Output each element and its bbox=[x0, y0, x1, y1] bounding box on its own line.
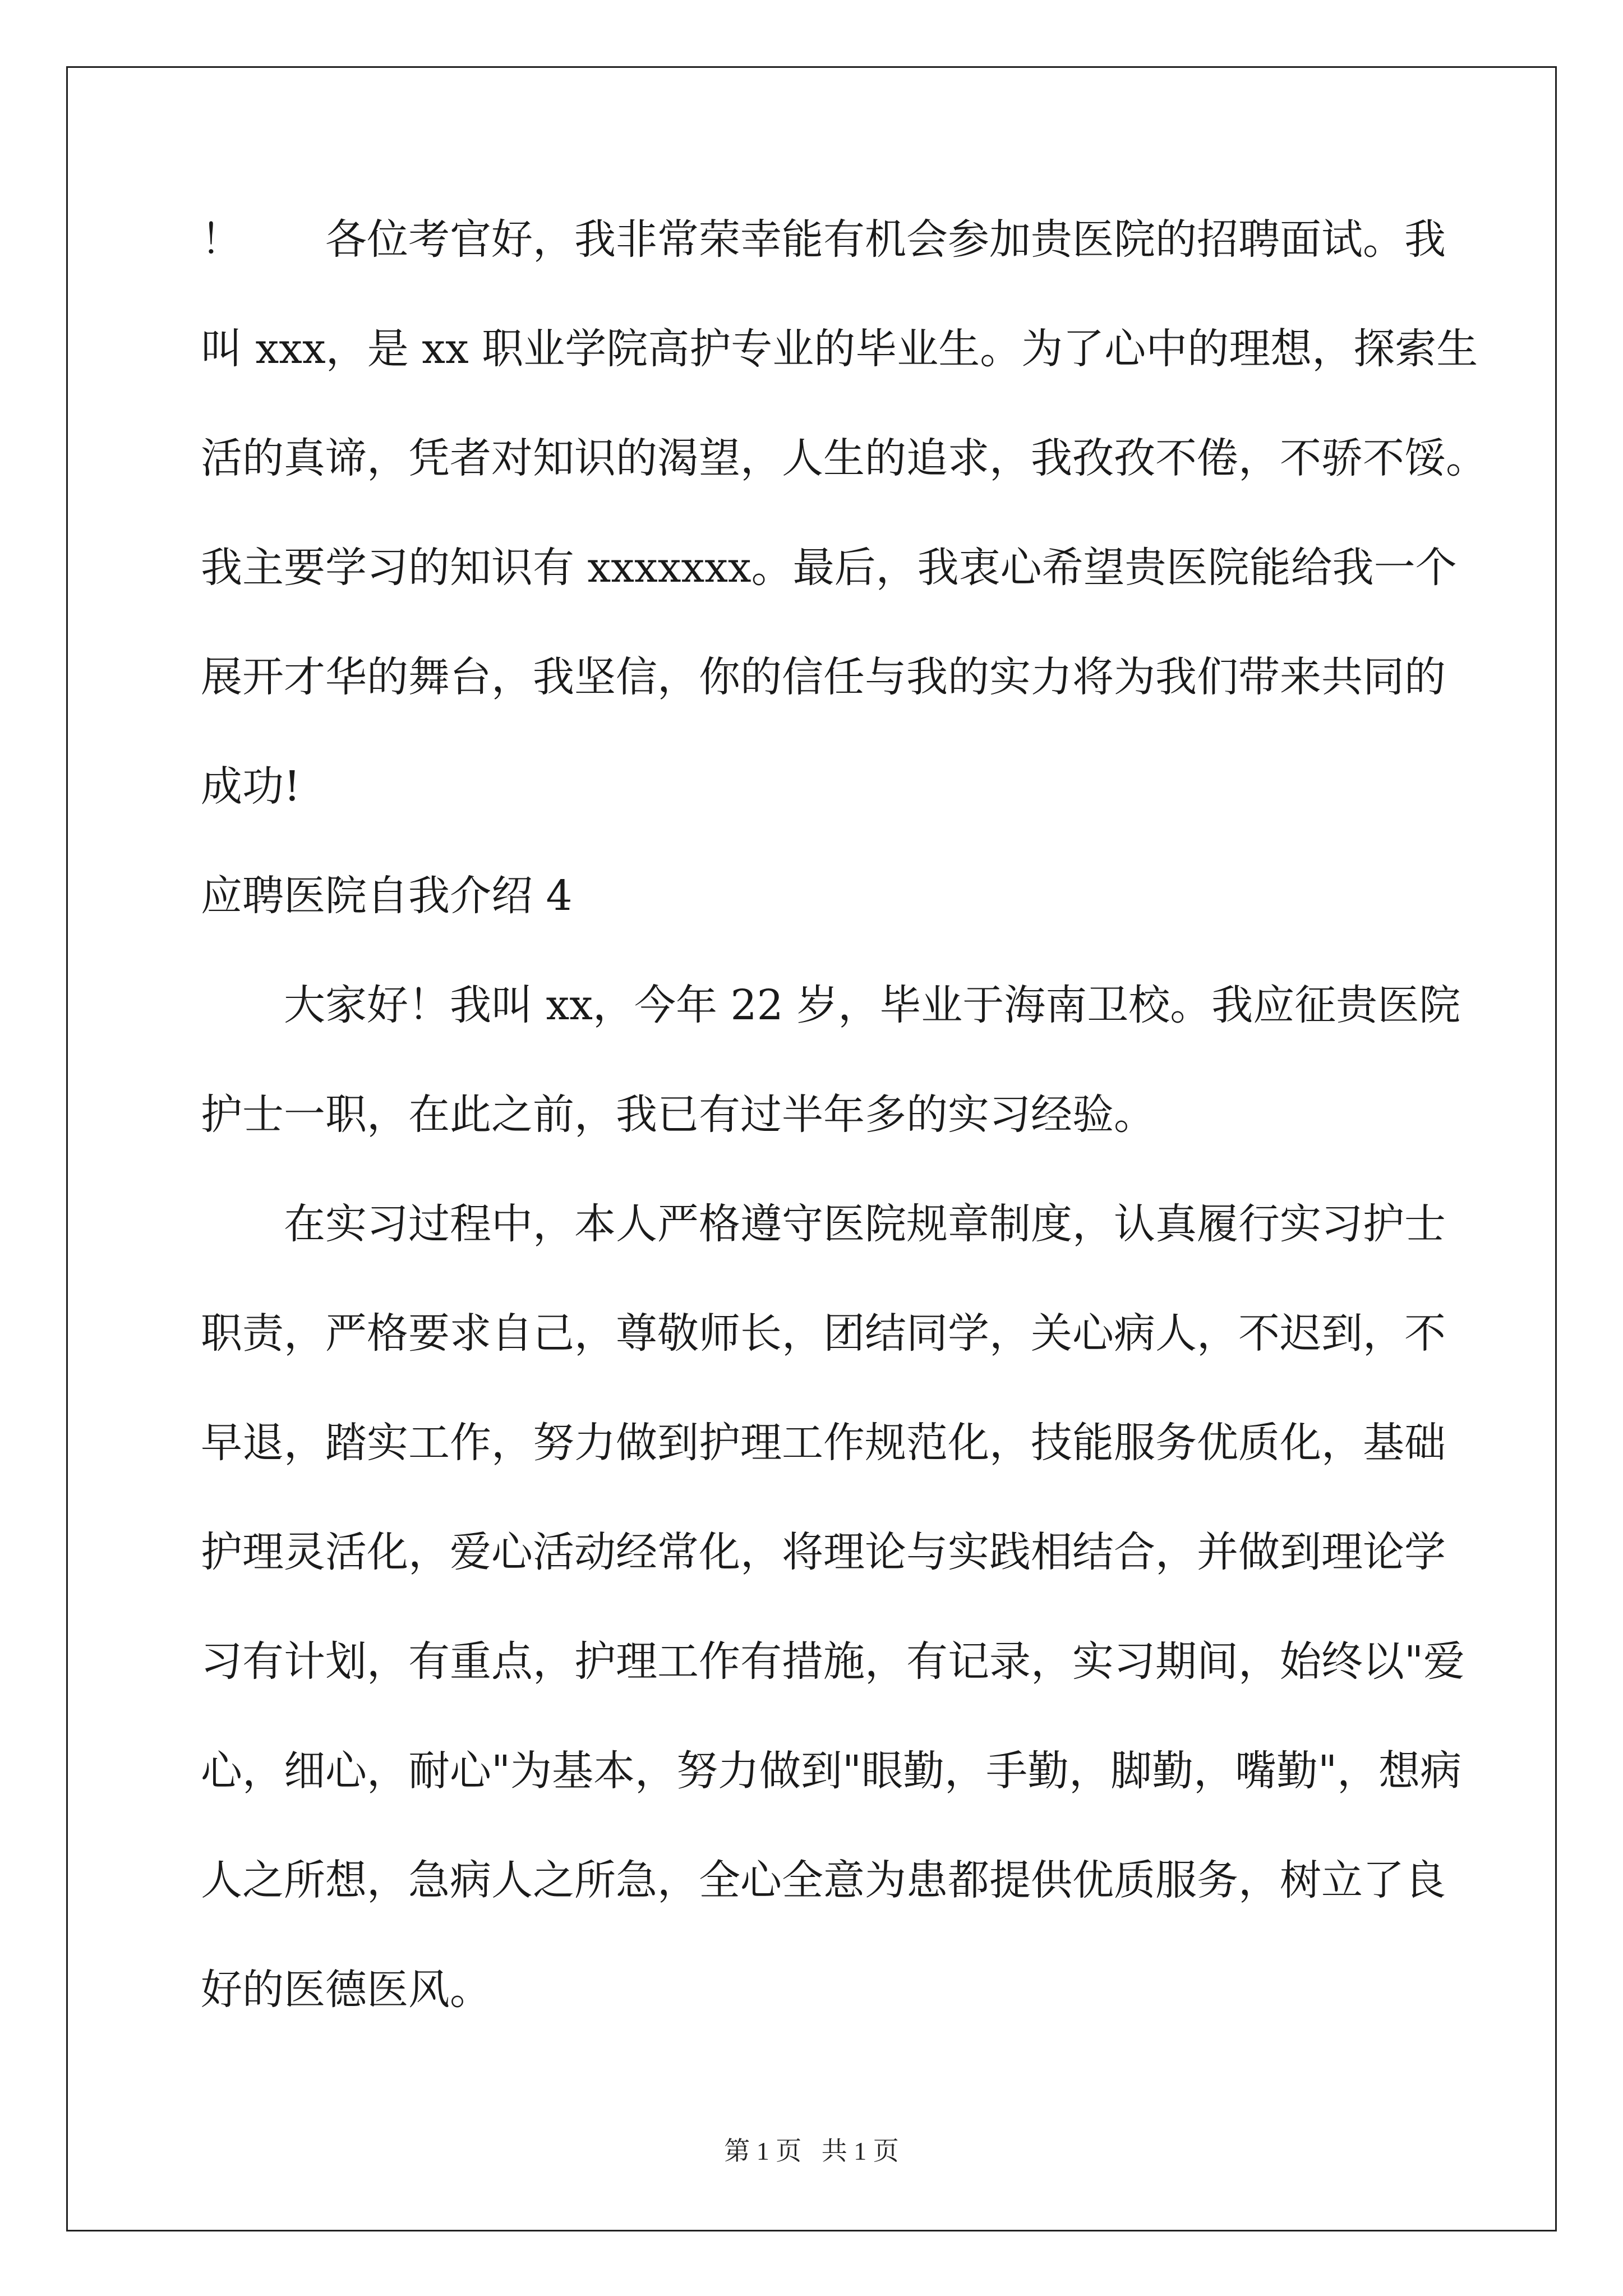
text-line: 早退，踏实工作，努力做到护理工作规范化，技能服务优质化，基础 bbox=[201, 1419, 1446, 1467]
text-line: 心，细心，耐心"为基本，努力做到"眼勤，手勤，脚勤，嘴勤"，想病 bbox=[201, 1747, 1462, 1795]
text-line: 活的真谛，凭者对知识的渴望，人生的追求，我孜孜不倦，不骄不馁。 bbox=[201, 434, 1487, 482]
text-line: 职责，严格要求自己，尊敬师长，团结同学，关心病人，不迟到，不 bbox=[201, 1309, 1446, 1358]
text-line: 在实习过程中，本人严格遵守医院规章制度，认真履行实习护士 bbox=[284, 1200, 1446, 1248]
text-line: 护理灵活化，爱心活动经常化，将理论与实践相结合，并做到理论学 bbox=[201, 1528, 1446, 1576]
text-line: ！ 各位考官好，我非常荣幸能有机会参加贵医院的招聘面试。我 bbox=[201, 215, 1446, 264]
text-line: 叫 xxx，是 xx 职业学院高护专业的毕业生。为了心中的理想，探索生 bbox=[201, 325, 1478, 373]
text-line: 人之所想，急病人之所急，全心全意为患都提供优质服务，树立了良 bbox=[201, 1856, 1446, 1904]
text-line: 成功! bbox=[201, 762, 301, 811]
section-heading: 应聘医院自我介绍 4 bbox=[201, 872, 573, 920]
text-line: 大家好！我叫 xx，今年 22 岁，毕业于海南卫校。我应征贵医院 bbox=[284, 981, 1461, 1029]
text-line: 好的医德医风。 bbox=[201, 1966, 491, 2014]
text-line: 护士一职，在此之前，我已有过半年多的实习经验。 bbox=[201, 1091, 1155, 1139]
text-line: 习有计划，有重点，护理工作有措施，有记录，实习期间，始终以"爱 bbox=[201, 1637, 1465, 1686]
page-total: 共 1 页 bbox=[821, 2137, 899, 2165]
page-number: 第 1 页 bbox=[724, 2137, 802, 2165]
text-line: 展开才华的舞台，我坚信，你的信任与我的实力将为我们带来共同的 bbox=[201, 653, 1446, 701]
page-footer bbox=[0, 2131, 1623, 2168]
page-border bbox=[66, 66, 1557, 2231]
text-line: 我主要学习的知识有 xxxxxxx。最后，我衷心希望贵医院能给我一个 bbox=[201, 544, 1457, 592]
